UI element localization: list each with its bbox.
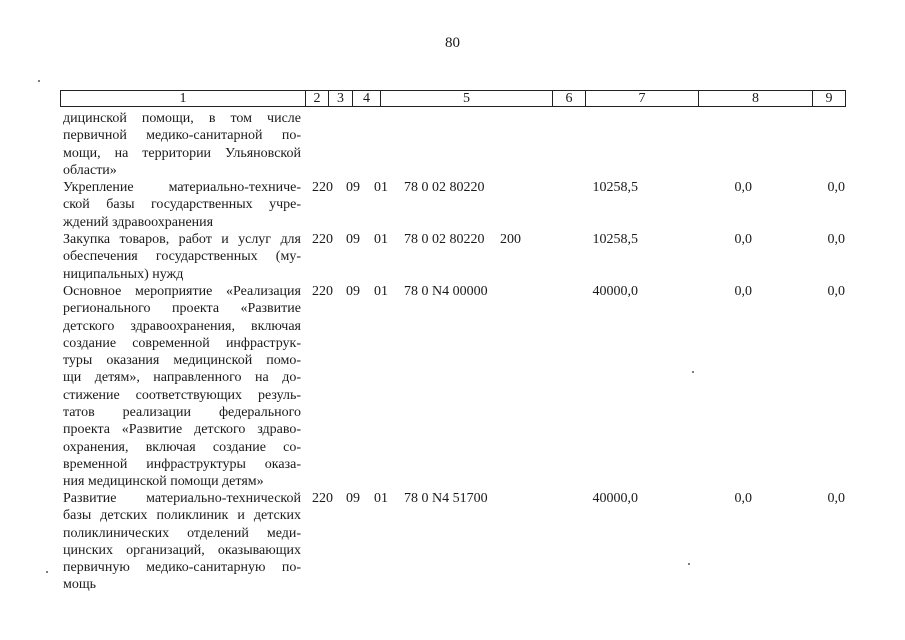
row-name-line: Развитие материально-технической bbox=[63, 491, 301, 506]
header-col-2: 2 bbox=[306, 91, 329, 106]
row-name-line: первичной медико-санитарной по- bbox=[63, 128, 301, 144]
row-name-line: ниципальных) нужд bbox=[63, 266, 184, 282]
cell-col-8: 0,0 bbox=[734, 232, 752, 247]
row-name-line: ской базы государственных учре- bbox=[63, 197, 301, 213]
row-name-line: базы детских поликлиник и детских bbox=[63, 508, 301, 524]
scan-speck bbox=[688, 563, 690, 565]
row-name-line: создание современной инфраструк- bbox=[63, 335, 301, 351]
cell-col-2: 220 bbox=[312, 180, 333, 195]
row-name-line: первичную медико-санитарную по- bbox=[63, 560, 301, 576]
row-name-line: регионального проекта «Развитие bbox=[63, 301, 301, 317]
row-name-line: цинских организаций, оказывающих bbox=[63, 542, 301, 558]
cell-col-2: 220 bbox=[312, 284, 333, 299]
row-name-line: мощи, на территории Ульяновской bbox=[63, 145, 301, 161]
row-name-line: Основное мероприятие «Реализация bbox=[63, 284, 301, 299]
row-name-line: стижение соответствующих резуль- bbox=[63, 387, 301, 403]
header-col-1: 1 bbox=[61, 91, 306, 106]
cell-col-9: 0,0 bbox=[827, 232, 845, 247]
page-number: 80 bbox=[445, 35, 460, 51]
row-name-line: проекта «Развитие детского здраво- bbox=[63, 422, 301, 438]
row-name-line: обеспечения государственных (му- bbox=[63, 249, 301, 265]
cell-col-3: 09 bbox=[346, 232, 360, 247]
cell-col-4: 01 bbox=[374, 284, 388, 299]
cell-col-4: 01 bbox=[374, 232, 388, 247]
row-name-line: ждений здравоохранения bbox=[63, 214, 214, 230]
cell-col-5: 78 0 02 80220 bbox=[404, 232, 485, 247]
cell-col-5: 78 0 N4 51700 bbox=[404, 491, 488, 506]
row-name-line: поликлинических отделений меди- bbox=[63, 525, 301, 541]
row-name-line: туры оказания медицинской помо- bbox=[63, 353, 301, 369]
row-name bbox=[63, 179, 301, 231]
cell-col-6: 200 bbox=[500, 232, 521, 247]
cell-col-9: 0,0 bbox=[827, 284, 845, 299]
cell-col-2: 220 bbox=[312, 232, 333, 247]
cell-col-8: 0,0 bbox=[734, 491, 752, 506]
header-col-7: 7 bbox=[586, 91, 699, 106]
scan-speck bbox=[692, 371, 694, 373]
cell-col-5: 78 0 N4 00000 bbox=[404, 284, 488, 299]
header-col-5: 5 bbox=[381, 91, 553, 106]
row-name bbox=[63, 283, 301, 491]
row-name-line: детского здравоохранения, включая bbox=[63, 318, 301, 334]
cell-col-4: 01 bbox=[374, 491, 388, 506]
cell-col-5: 78 0 02 80220 bbox=[404, 180, 485, 195]
row-name bbox=[63, 110, 301, 179]
row-name-line: щи детям», направленного на до- bbox=[63, 370, 301, 386]
cell-col-3: 09 bbox=[346, 284, 360, 299]
row-name-line: татов реализации федерального bbox=[63, 405, 301, 421]
row-name-line: области» bbox=[63, 162, 117, 178]
header-col-8: 8 bbox=[699, 91, 813, 106]
row-name-line: Закупка товаров, работ и услуг для bbox=[63, 232, 301, 247]
row-name-line: мощь bbox=[63, 577, 97, 593]
cell-col-4: 01 bbox=[374, 180, 388, 195]
header-col-3: 3 bbox=[329, 91, 353, 106]
row-name-line: временной инфраструктуры оказа- bbox=[63, 456, 301, 472]
scan-speck bbox=[38, 80, 40, 82]
cell-col-8: 0,0 bbox=[734, 284, 752, 299]
cell-col-2: 220 bbox=[312, 491, 333, 506]
cell-col-7: 40000,0 bbox=[592, 284, 638, 299]
cell-col-8: 0,0 bbox=[734, 180, 752, 195]
row-name-line: дицинской помощи, в том числе bbox=[63, 111, 301, 126]
cell-col-7: 10258,5 bbox=[592, 232, 638, 247]
row-name-line: Укрепление материально-техниче- bbox=[63, 180, 301, 195]
cell-col-9: 0,0 bbox=[827, 180, 845, 195]
cell-col-3: 09 bbox=[346, 180, 360, 195]
scan-speck bbox=[46, 571, 48, 573]
cell-col-7: 40000,0 bbox=[592, 491, 638, 506]
header-col-6: 6 bbox=[553, 91, 586, 106]
cell-col-9: 0,0 bbox=[827, 491, 845, 506]
header-col-4: 4 bbox=[353, 91, 381, 106]
row-name bbox=[63, 490, 301, 594]
row-name bbox=[63, 231, 301, 283]
row-name-line: ния медицинской помощи детям» bbox=[63, 474, 264, 490]
header-col-9: 9 bbox=[825, 91, 833, 106]
cell-col-3: 09 bbox=[346, 491, 360, 506]
row-name-line: охранения, включая создание со- bbox=[63, 439, 301, 455]
table-header-row bbox=[60, 90, 846, 107]
cell-col-7: 10258,5 bbox=[592, 180, 638, 195]
